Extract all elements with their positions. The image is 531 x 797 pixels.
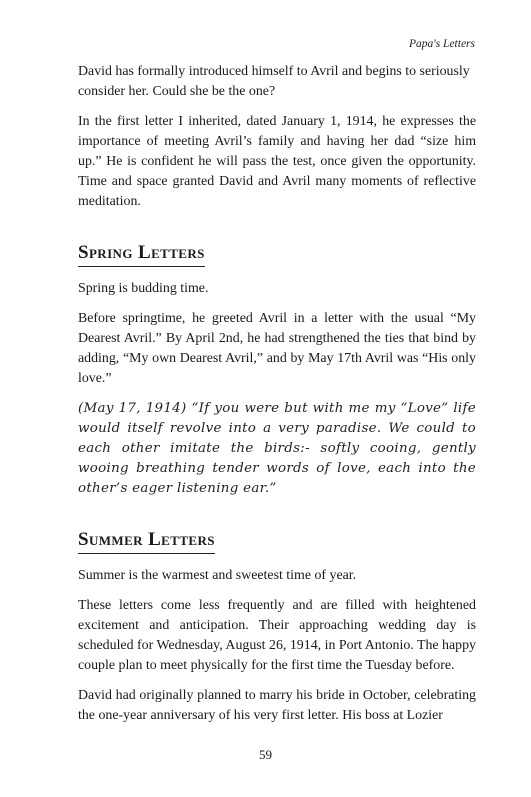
summer-section-heading: Summer Letters	[78, 529, 215, 554]
summer-paragraph-2: These letters come less frequently and are filled with heightened excitement and anticipation. Their approaching wedding day is scheduled for Wednesday, August 26, 1914, in Port Antonio. The happy couple plan to meet physically for the first time the Tuesday before.	[78, 598, 476, 673]
spring-section-heading: Spring Letters	[78, 242, 205, 267]
page-body	[78, 62, 476, 736]
intro-paragraph-1: David has formally introduced himself to Avril and begins to seriously consider her. Could she be the one?	[78, 64, 470, 99]
summer-paragraph-3: David had originally planned to marry his bride in October, celebrating the one-year anniversary of his very first letter. His boss at Lozier	[78, 688, 476, 723]
spring-letter-quote: (May 17, 1914) “If you were but with me my “Love” life would itself revolve into a very paradise. We could to each other imitate the birds:- softly cooing, gently wooing breathing tender words of love, each into the other’s eager listening ear.”	[78, 401, 476, 496]
summer-paragraph-1: Summer is the warmest and sweetest time of year.	[78, 568, 357, 583]
spring-paragraph-2: Before springtime, he greeted Avril in a letter with the usual “My Dearest Avril.” By April 2nd, he had strengthened the ties that bind by adding, “My own Dearest Avril,” and by May 17th Avril was “His only love.”	[78, 311, 476, 386]
page-number: 59	[259, 747, 272, 762]
intro-paragraph-2: In the first letter I inherited, dated January 1, 1914, he expresses the importance of meeting Avril’s family and having her dad “size him up.” He is confident he will pass the test, once given the opportunity. Time and space granted David and Avril many moments of reflective meditation.	[78, 114, 476, 209]
running-head: Papa's Letters	[408, 38, 475, 50]
spring-paragraph-1: Spring is budding time.	[78, 281, 209, 296]
summer-section-heading-wrap	[78, 529, 476, 554]
spring-section-heading-wrap	[78, 242, 476, 267]
